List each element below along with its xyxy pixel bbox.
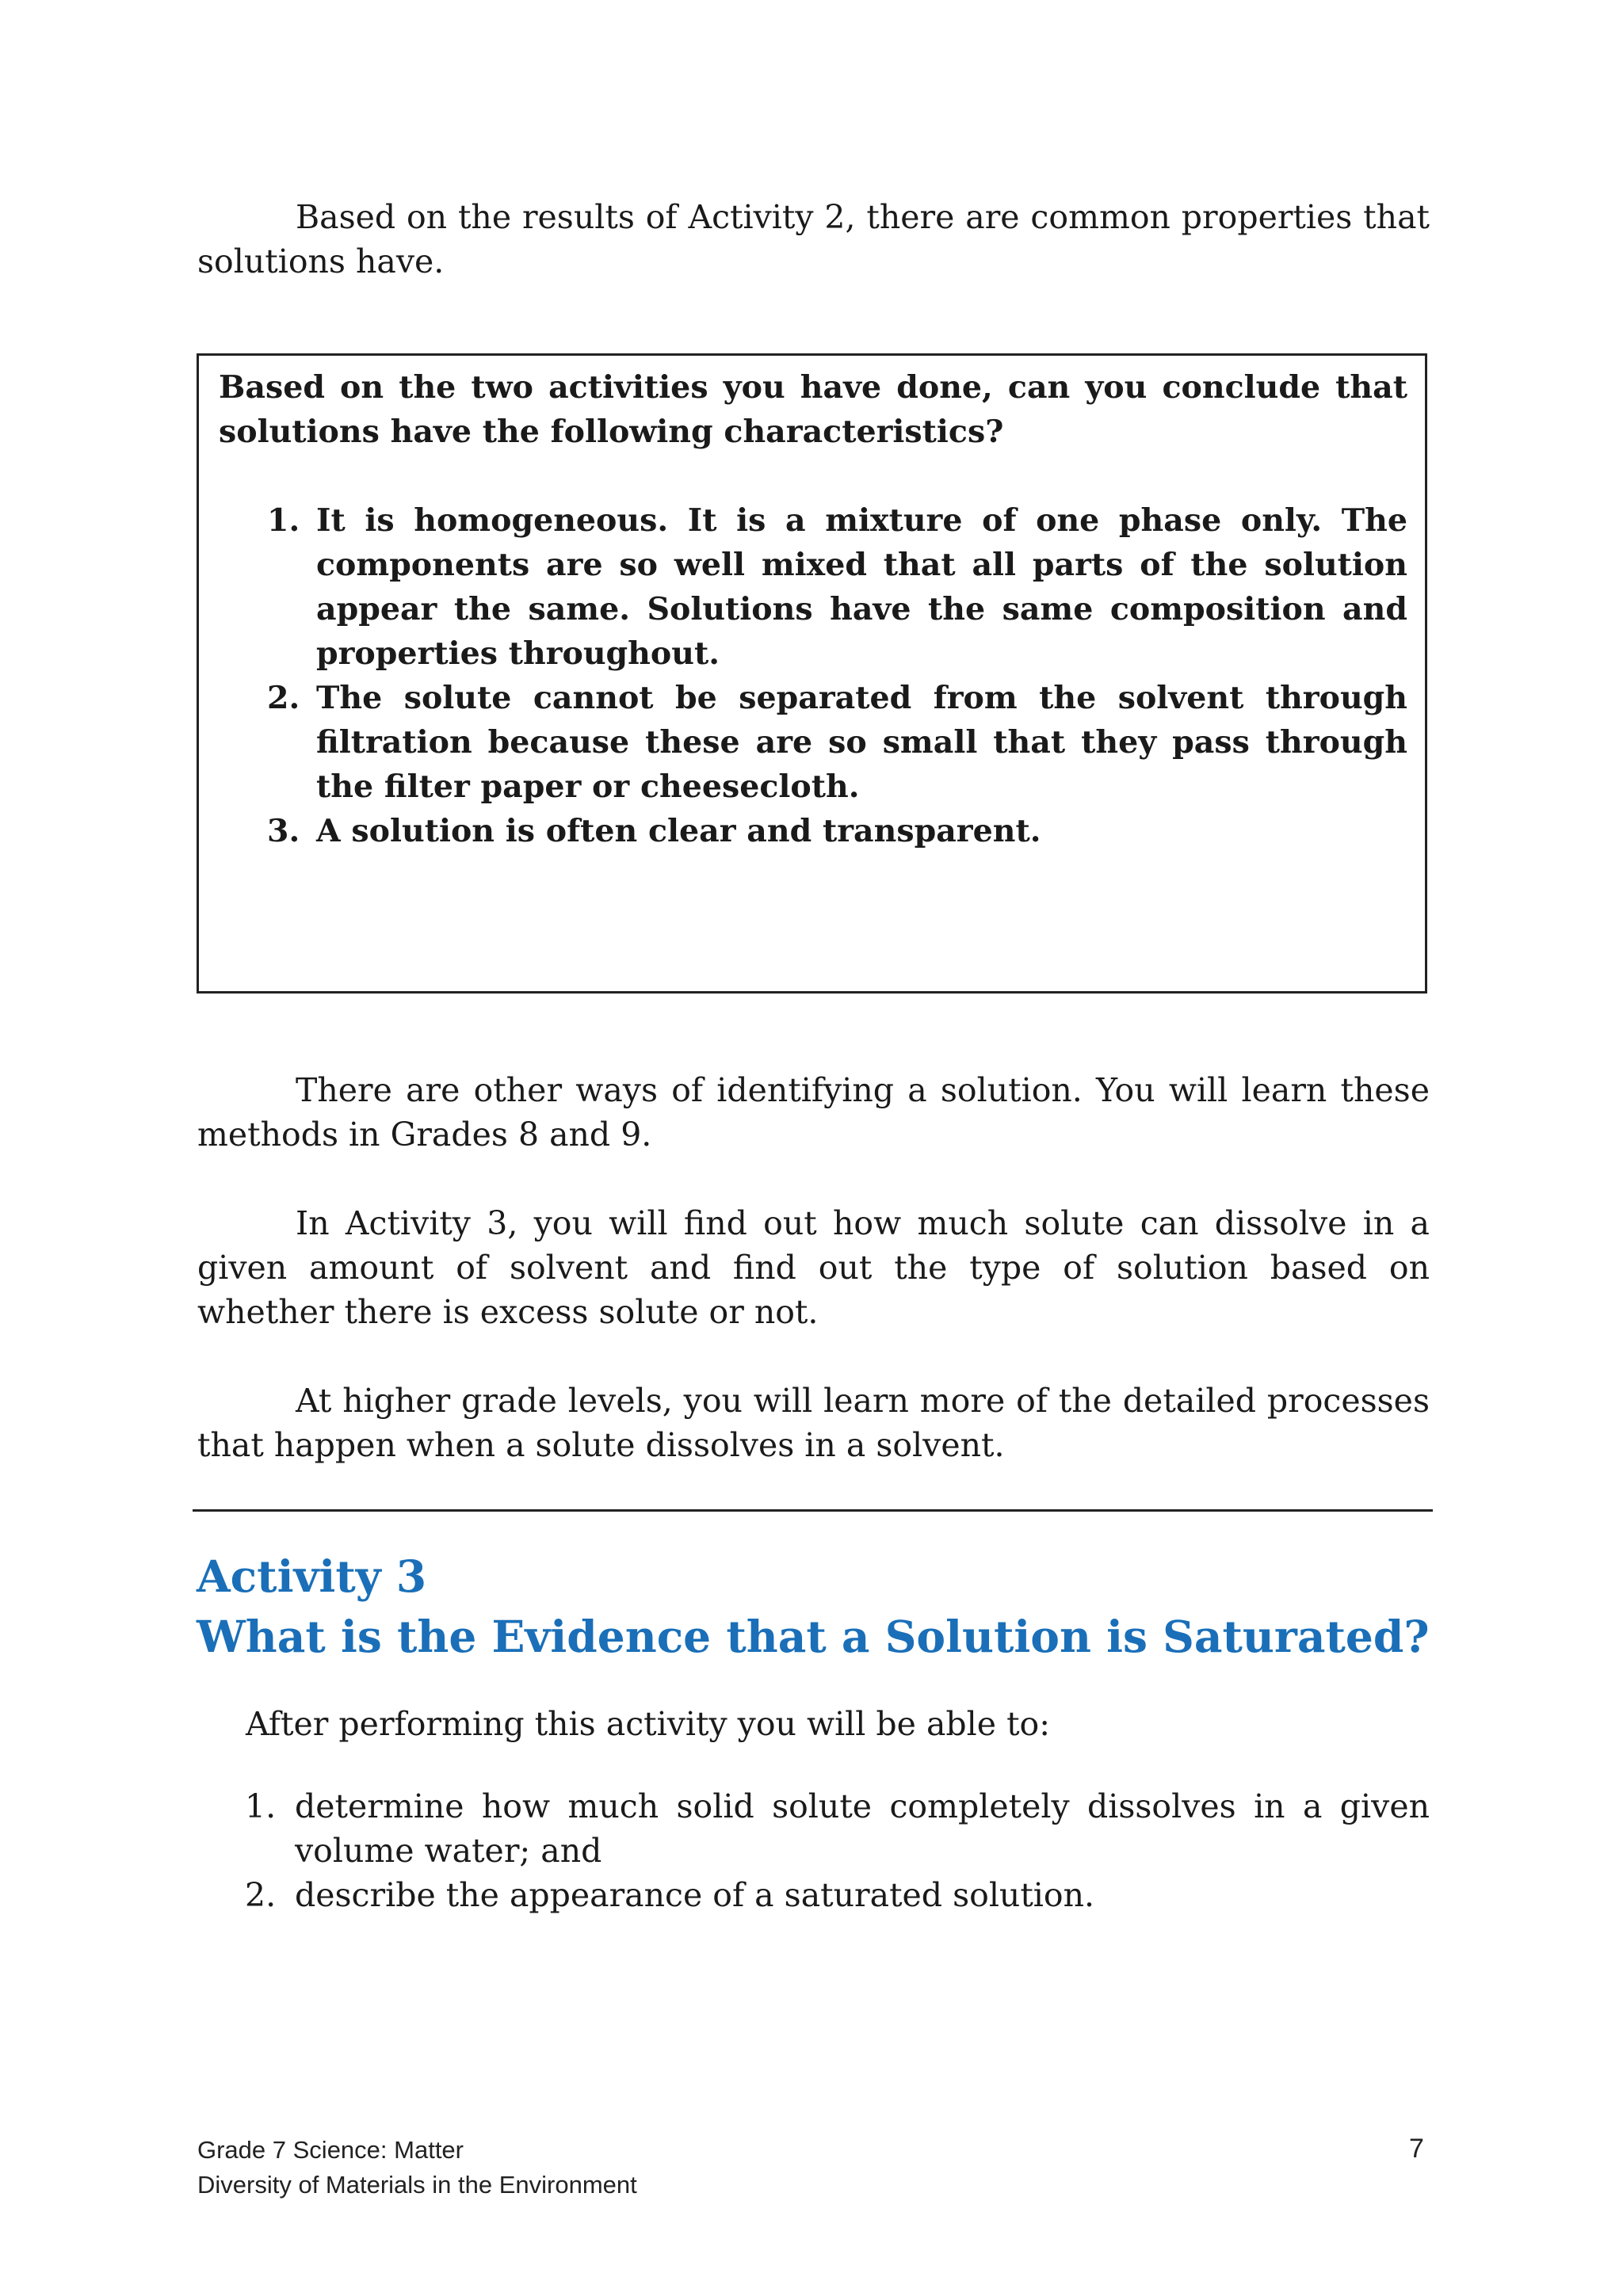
objective-item [245,1873,1430,1917]
characteristic-item [267,498,1407,676]
objective-text: describe the appearance of a saturated solution. [295,1876,1095,1914]
activity3-paragraph: In Activity 3, you will find out how much solute can dissolve in a given amount of solvent and find out the type of solution based on whether there is excess solute or not. [197,1204,1430,1331]
box-lead-text: Based on the two activities you have done, can you conclude that solutions have the following characteristics? [219,369,1407,450]
objective-item [245,1784,1430,1873]
characteristics-box [197,353,1427,994]
section-divider [193,1509,1433,1512]
objective-number: 2. [245,1876,277,1914]
higher-grade-paragraph: At higher grade levels, you will learn more of the detailed processes that happen when a solute dissolves in a solvent. [197,1382,1430,1464]
activity-label: Activity 3 [197,1550,427,1602]
footer-course: Grade 7 Science: Matter [197,2136,464,2164]
footer-module: Diversity of Materials in the Environment [197,2171,637,2199]
item-text: The solute cannot be separated from the solvent through filtration because these are so small that they pass through the filter paper or cheesecloth. [316,680,1407,805]
identifying-paragraph: There are other ways of identifying a solution. You will learn these methods in Grades 8 and 9. [197,1071,1430,1154]
page-number: 7 [1409,2134,1424,2164]
objectives-intro: After performing this activity you will be able to: [246,1705,1051,1743]
item-number: 1. [267,502,300,539]
characteristic-item [267,809,1407,853]
activity-title: What is the Evidence that a Solution is Saturated? [197,1611,1430,1662]
item-number: 2. [267,680,300,716]
objective-number: 1. [245,1787,277,1825]
item-text: A solution is often clear and transparent. [316,813,1041,849]
item-number: 3. [267,813,300,849]
item-text: It is homogeneous. It is a mixture of one phase only. The components are so well mixed that all parts of the solution appear the same. Solutions have the same composition and properties throughout. [316,502,1407,672]
objective-text: determine how much solid solute completely dissolves in a given volume water; and [295,1787,1430,1870]
characteristic-item [267,676,1407,809]
intro-paragraph: Based on the results of Activity 2, there are common properties that solutions have. [197,198,1430,280]
